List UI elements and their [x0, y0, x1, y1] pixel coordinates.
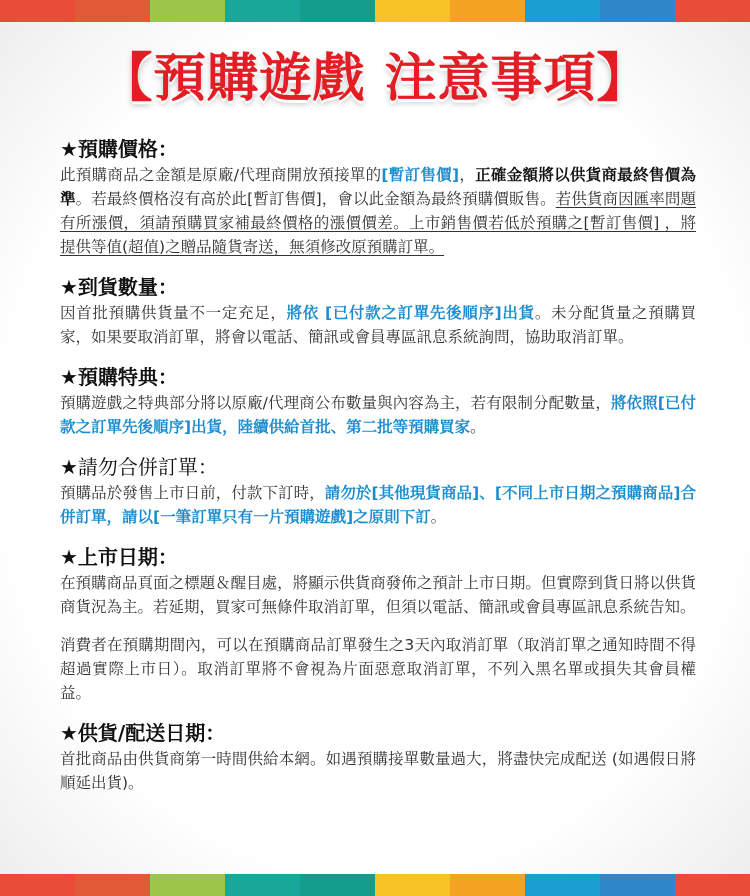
stripe-segment [450, 0, 525, 22]
body-text: 此預購商品之金額是原廠/代理商開放預接單的 [60, 166, 382, 184]
highlight-text: 將依照[已付款之訂單先後順序]出貨，陸續供給首批、第二批等預購買家 [60, 394, 696, 436]
cancellation-note: 消費者在預購期間內，可以在預購商品訂單發生之3天內取消訂單（取消訂單之通知時間不得超過實際上市日）。取消訂單將不會視為片面惡意取消訂單，不列入黑名單或損失其會員權益。 [60, 636, 696, 702]
body-text: 。 [430, 508, 447, 526]
stripe-segment [150, 874, 225, 896]
notice-section [60, 543, 696, 705]
section-heading: ★供貨/配送日期： [60, 721, 226, 745]
highlight-text: [暫訂售價] [381, 166, 460, 184]
notice-content [60, 135, 696, 809]
section-heading: ★上市日期： [60, 545, 178, 569]
underlined-text: 若供貨商因匯率問題有所漲價，須請預購買家補最終價格的漲價價差。上市銷售價若低於預購之[暫訂售價] ，將提供等值(超值)之贈品隨貨寄送，無須修改原預購訂單。 [60, 190, 696, 256]
stripe-segment [0, 0, 75, 22]
section-body [60, 481, 696, 529]
top-color-stripe [0, 0, 750, 22]
body-text: 。未分配貨量之預購買家，如果要取消訂單，將會以電話、簡訊或會員專區訊息系統詢問，協助取消訂單。 [60, 304, 696, 346]
body-text: 預購品於發售上市日前，付款下訂時， [60, 484, 325, 502]
stripe-segment [675, 874, 750, 896]
highlight-text: 請勿於[其他現貨商品]、[不同上市日期之預購商品]合併訂單，請以[一筆訂單只有一片預購遊戲]之原則下訂 [60, 484, 696, 526]
body-text: 首批商品由供貨商第一時間供給本網。如遇預購接單數量過大，將盡快完成配送 (如遇假日將順延出貨)。 [60, 750, 696, 792]
title-block [0, 36, 750, 111]
highlight-text: 將依 [已付款之訂單先後順序]出貨 [286, 304, 535, 322]
notice-section [60, 719, 696, 795]
section-heading: ★預購價格： [60, 137, 178, 161]
stripe-segment [150, 0, 225, 22]
bottom-color-stripe [0, 874, 750, 896]
section-body [60, 571, 696, 619]
section-heading: ★預購特典： [60, 365, 178, 389]
body-text: 。 [470, 418, 486, 436]
notice-section [60, 135, 696, 259]
section-heading: ★到貨數量： [60, 275, 178, 299]
notice-section [60, 273, 696, 349]
section-body [60, 747, 696, 795]
stripe-segment [600, 0, 675, 22]
stripe-segment [375, 874, 450, 896]
section-heading: ★請勿合併訂單： [60, 455, 218, 479]
body-text: 在預購商品頁面之標題＆醒目處，將顯示供貨商發佈之預計上市日期。但實際到貨日將以供貨商貨況為主。若延期，買家可無條件取消訂單，但須以電話、簡訊或會員專區訊息系統告知。 [60, 574, 696, 616]
section-body [60, 301, 696, 349]
bold-text: 正確金額將以供貨商最終售價為準 [60, 166, 696, 208]
body-text: ， [459, 166, 476, 184]
stripe-segment [525, 874, 600, 896]
page-title: 【預購遊戲 注意事項】 [100, 49, 650, 109]
body-text: 因首批預購供貨量不一定充足， [60, 304, 287, 322]
section-body [60, 163, 696, 259]
stripe-segment [225, 0, 300, 22]
body-text: 。若最終價格沒有高於此[暫訂售價]，會以此金額為最終預購價販售。 [75, 190, 556, 208]
stripe-segment [600, 874, 675, 896]
stripe-segment [300, 0, 375, 22]
stripe-segment [0, 874, 75, 896]
notice-section [60, 363, 696, 439]
stripe-segment [525, 0, 600, 22]
stripe-segment [375, 0, 450, 22]
stripe-segment [75, 874, 150, 896]
stripe-segment [450, 874, 525, 896]
body-text: 預購遊戲之特典部分將以原廠/代理商公布數量與內容為主，若有限制分配數量， [60, 394, 611, 412]
notice-section [60, 453, 696, 529]
stripe-segment [75, 0, 150, 22]
stripe-segment [225, 874, 300, 896]
section-body [60, 391, 696, 439]
stripe-segment [300, 874, 375, 896]
stripe-segment [675, 0, 750, 22]
